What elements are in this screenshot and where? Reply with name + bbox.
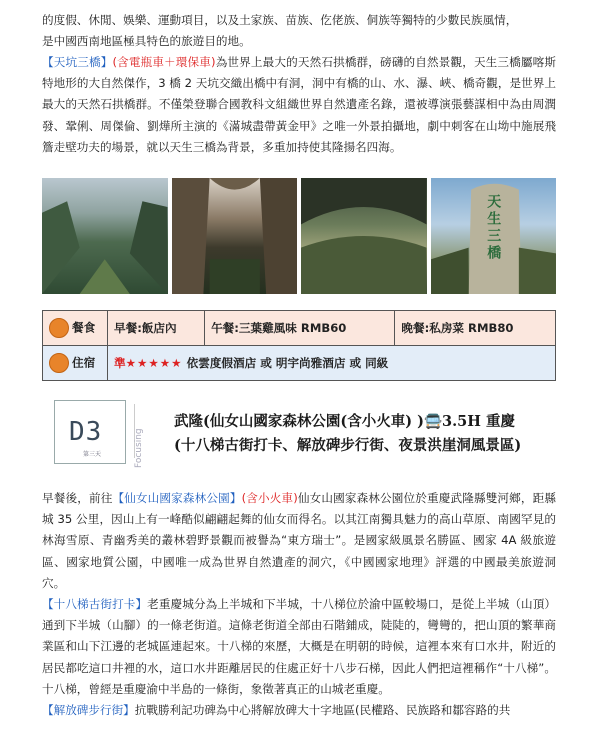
breakfast-cell: 早餐:飯店內 (108, 311, 205, 346)
meal-row (43, 311, 556, 346)
star-rating: ★★★★★ (125, 356, 183, 370)
lunch-cell: 午餐:三葉雞風味 RMB60 (205, 311, 395, 346)
focusing-label: Focusing (134, 428, 144, 468)
tiankeng-tag: 【天坑三橋】 (42, 55, 113, 69)
photo-strip (42, 178, 556, 294)
jiefangbei-paragraph: 【解放碑步行街】抗戰勝利記功碑為中心將解放碑大十字地區(民權路、民族路和鄒容路的共 (42, 703, 511, 717)
lodging-label-cell: 住宿 (43, 346, 108, 381)
bridge-cave-photo (301, 178, 427, 294)
natural-arch-photo (172, 178, 298, 294)
day-badge (54, 400, 126, 464)
day-title-line2: (十八梯古街打卡、解放碑步行街、夜景洪崖洞風景區) (174, 437, 522, 454)
lodging-cell: 準★★★★★ 依雲度假酒店 或 明宇尚雅酒店 或 同級 (108, 346, 556, 381)
meal-icon (49, 318, 69, 338)
tiankeng-paragraph: 【天坑三橋】(含電瓶車＋環保車)為世界上最大的天然石拱橋群，磅礴的自然景觀，天生三橋屬喀斯特地形的大自然傑作，3 橋 2 天坑交織出橋中有洞，洞中有橋的山、水、瀑、峽、橋奇觀，是世界上最大的天然石拱橋群。不僅榮登聯合國教科文組織世界自然遺產名錄，還被導演張藝謀相中為由周潤發、鞏俐、周傑倫、劉燁所主演的《滿城盡帶黃金甲》之唯一外景拍攝地，劇中刺客在山坳中施展飛簷走壁功夫的場景，就以天生三橋為背景，多重加持使其隆揚名四海。 (42, 55, 556, 154)
dinner-cell: 晚餐:私房菜 RMB80 (395, 311, 556, 346)
intro-paragraph: 的度假、休閒、娛樂、運動項目，以及土家族、苗族、仡佬族、侗族等獨特的少數民族風情， 是中國西南地區極具特色的旅遊目的地。 (42, 13, 518, 49)
day-header (42, 398, 556, 468)
tiankeng-note: (含電瓶車＋環保車) (112, 55, 216, 69)
tiansheng-sanqiao-stone-photo (431, 178, 557, 294)
cliff-canyon-photo (42, 178, 168, 294)
lodging-row (43, 346, 556, 381)
meal-lodging-table (42, 310, 556, 381)
meal-label-cell: 餐食 (43, 311, 108, 346)
lodging-icon (49, 353, 69, 373)
day-sub: 第三天 (83, 451, 102, 458)
shibati-paragraph: 【十八梯古街打卡】老重慶城分為上半城和下半城，十八梯位於渝中區較場口，是從上半城（山頂）通到下半城（山腳）的一條老街道。這條老街道全部由石階鋪成，陡陡的，彎彎的，把山頂的繁華商業區和山下江邊的老城區連起來。十八梯的來歷，大概是在明朝的時候，這裡本來有口水井，附近的居民都吃這口井裡的水，這口水井距離居民的住處正好十八步石梯，因此人們把這裡稱作“十八梯”。十八梯，曾經是重慶渝中半島的一條街，象徵著真正的山城老重慶。 (42, 597, 556, 696)
day-title-line1: 武隆(仙女山國家森林公園(含小火車) )🚍3.5H 重慶 (174, 413, 516, 430)
stone-engraving: 天生三橋 (485, 194, 502, 262)
day-number: D3 (69, 417, 103, 447)
xiannushan-paragraph: 早餐後，前往【仙女山國家森林公園】(含小火車)仙女山國家森林公園位於重慶武隆縣雙河鄉，距縣城 35 公里，因山上有一峰酷似翩翩起舞的仙女而得名。以其江南獨具魅力的高山草原、南國罕見的林海雪原、青幽秀美的叢林碧野景觀而被譽為“東方瑞士”。是國家級風景名勝區、國家 4A 級旅遊區、國家地質公園，中國唯一成為世界自然遺產的洞穴，《中國國家地理》評選的中國最美旅遊洞穴。 (42, 491, 556, 590)
